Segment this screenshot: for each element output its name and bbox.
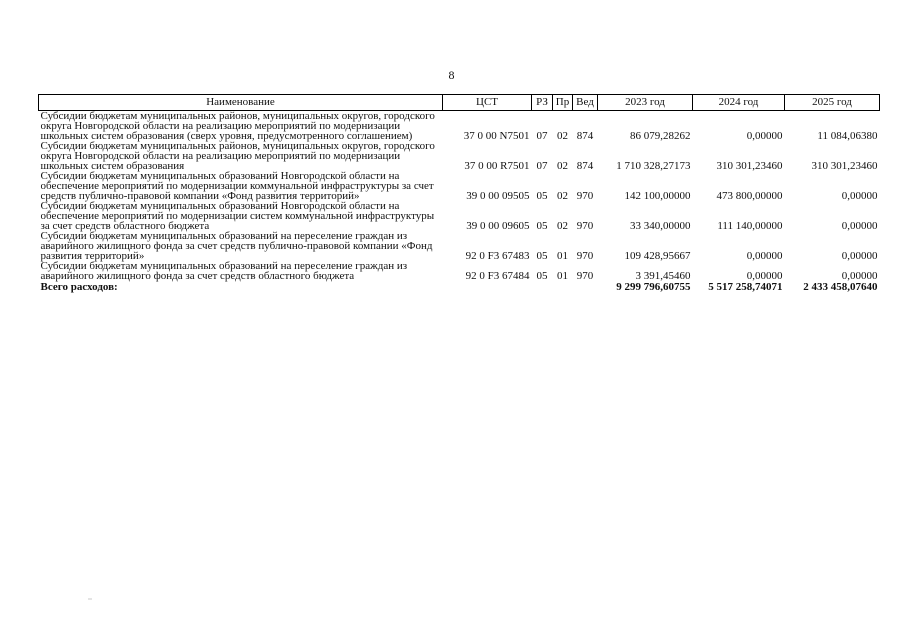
total-empty-ved xyxy=(573,281,598,293)
row-2025: 0,00000 xyxy=(841,190,878,202)
row-cst: 92 0 F3 67484 xyxy=(465,270,530,282)
row-ved: 874 xyxy=(576,160,594,172)
row-2025: 11 084,06380 xyxy=(817,130,878,142)
row-2025: 0,00000 xyxy=(841,270,878,282)
row-name: Субсидии бюджетам муниципальных образований на переселение граждан из аварийного жилищного фонда за счет средств областного бюджета xyxy=(40,260,408,282)
total-2024: 5 517 258,74071 xyxy=(708,281,783,293)
row-2024: 111 140,00000 xyxy=(717,220,783,232)
table-row xyxy=(39,261,880,281)
table-header-row xyxy=(39,95,880,111)
row-2023: 1 710 328,27173 xyxy=(616,160,691,172)
row-pr: 01 xyxy=(557,270,568,282)
row-2024: 0,00000 xyxy=(746,270,783,282)
row-2025: 0,00000 xyxy=(841,220,878,232)
row-2023: 33 340,00000 xyxy=(630,220,691,232)
total-row xyxy=(39,281,880,293)
row-ved: 970 xyxy=(576,220,594,232)
page-number: 8 xyxy=(448,68,455,82)
row-2023: 3 391,45460 xyxy=(635,270,691,282)
header-rz: РЗ xyxy=(532,95,553,111)
table-row xyxy=(39,231,880,261)
total-empty-rz xyxy=(532,281,553,293)
row-pr: 02 xyxy=(557,190,568,202)
row-ved: 874 xyxy=(576,130,594,142)
row-rz: 05 xyxy=(536,220,548,232)
row-ved: 970 xyxy=(576,250,594,262)
budget-table xyxy=(38,94,880,293)
total-2025: 2 433 458,07640 xyxy=(803,281,878,293)
scan-speck xyxy=(88,598,92,600)
total-empty-pr xyxy=(553,281,573,293)
header-2024: 2024 год xyxy=(693,95,785,111)
row-rz: 05 xyxy=(536,190,548,202)
row-2024: 0,00000 xyxy=(746,130,783,142)
header-name: Наименование xyxy=(39,95,443,111)
row-ved: 970 xyxy=(576,270,594,282)
row-name: Субсидии бюджетам муниципальных образований Новгородской области на обеспечение мероприятий по модернизации коммунальной инфраструктуры за счет средств публично-правовой компании «Фонд развития территорий» xyxy=(40,170,434,202)
row-rz: 05 xyxy=(536,270,548,282)
row-pr: 01 xyxy=(557,250,568,262)
row-2024: 0,00000 xyxy=(746,250,783,262)
header-2023: 2023 год xyxy=(598,95,693,111)
row-rz: 05 xyxy=(536,250,548,262)
row-name: Субсидии бюджетам муниципальных районов, муниципальных округов, городского округа Новгородской области на реализацию мероприятий по модернизации школьных систем образования (сверх уровня, предусмотренного соглашением) xyxy=(40,110,435,142)
header-pr: Пр xyxy=(553,95,573,111)
row-pr: 02 xyxy=(557,220,568,232)
row-ved: 970 xyxy=(576,190,594,202)
table-row xyxy=(39,111,880,142)
total-2023: 9 299 796,60755 xyxy=(616,281,691,293)
row-cst: 39 0 00 09505 xyxy=(466,190,530,202)
row-2025: 310 301,23460 xyxy=(811,160,878,172)
row-2023: 142 100,00000 xyxy=(624,190,691,202)
table-row xyxy=(39,171,880,201)
header-cst: ЦСТ xyxy=(443,95,532,111)
row-pr: 02 xyxy=(557,130,568,142)
row-2025: 0,00000 xyxy=(841,250,878,262)
header-ved: Вед xyxy=(573,95,598,111)
row-rz: 07 xyxy=(536,130,548,142)
header-2025: 2025 год xyxy=(785,95,880,111)
row-rz: 07 xyxy=(536,160,548,172)
row-cst: 37 0 00 R7501 xyxy=(464,160,530,172)
row-2024: 310 301,23460 xyxy=(716,160,783,172)
table-row xyxy=(39,201,880,231)
total-label: Всего расходов: xyxy=(40,281,118,293)
row-name: Субсидии бюджетам муниципальных образований Новгородской области на обеспечение мероприятий по модернизации систем коммунальной инфраструктуры за счет средств областного бюджета xyxy=(40,200,435,232)
total-empty-cst xyxy=(443,281,532,293)
row-name: Субсидии бюджетам муниципальных образований на переселение граждан из аварийного жилищного фонда за счет средств публично-правовой компании «Фонд развития территорий» xyxy=(40,230,433,262)
row-cst: 37 0 00 N7501 xyxy=(463,130,530,142)
row-pr: 02 xyxy=(557,160,568,172)
table-row xyxy=(39,141,880,171)
row-2023: 109 428,95667 xyxy=(624,250,691,262)
row-cst: 39 0 00 09605 xyxy=(466,220,530,232)
row-2023: 86 079,28262 xyxy=(630,130,691,142)
row-name: Субсидии бюджетам муниципальных районов, муниципальных округов, городского округа Новгородской области на реализацию мероприятий по модернизации школьных систем образования xyxy=(40,140,435,172)
row-cst: 92 0 F3 67483 xyxy=(465,250,530,262)
row-2024: 473 800,00000 xyxy=(716,190,783,202)
